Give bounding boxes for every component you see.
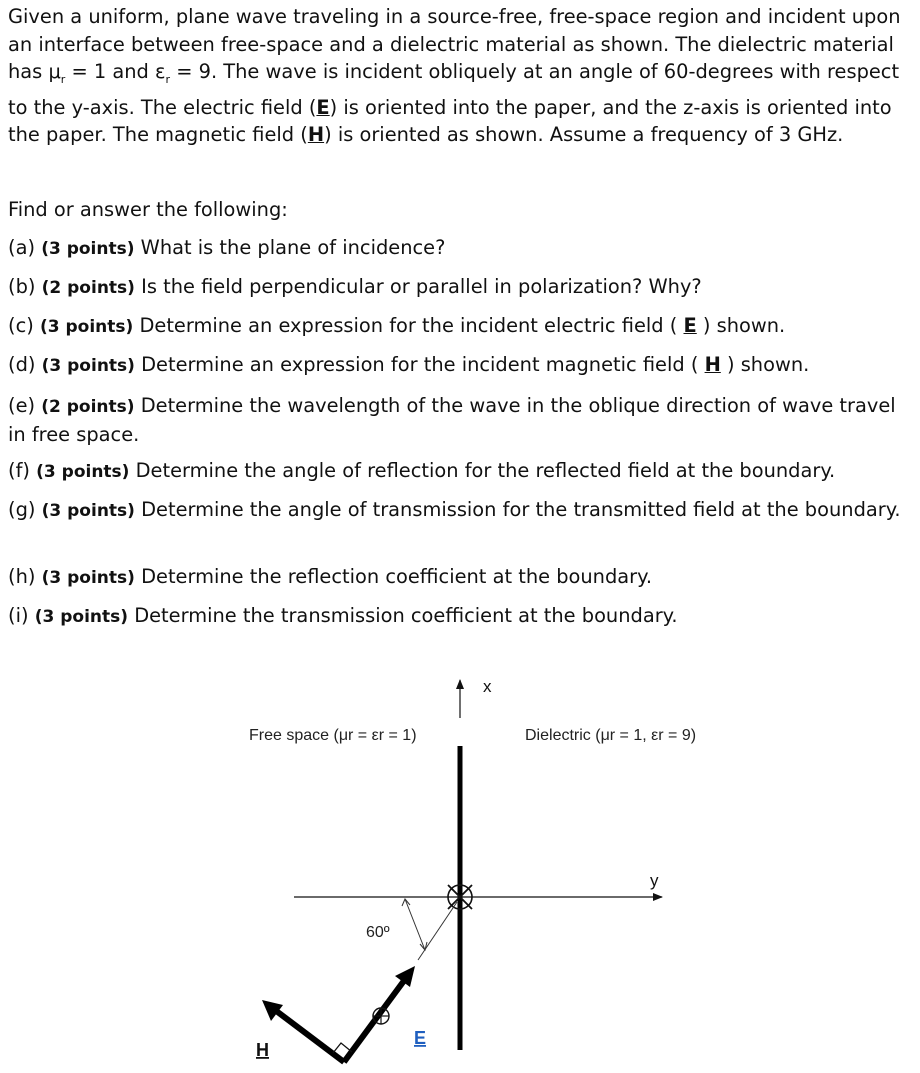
question-h: (h) (3 points) Determine the reflection coefficient at the boundary. xyxy=(8,565,652,588)
question-g: (g) (3 points) Determine the angle of transmission for the transmitted field at the boundary. xyxy=(8,498,901,521)
angle-indicator xyxy=(405,899,425,950)
e-label: E xyxy=(414,1028,427,1048)
question-a: (a) (3 points) What is the plane of incidence? xyxy=(8,236,446,259)
dielectric-label: Dielectric (μr = 1, εr = 9) xyxy=(525,727,697,744)
h-field-arrow xyxy=(275,1010,344,1062)
question-i: (i) (3 points) Determine the transmission coefficient at the boundary. xyxy=(8,604,678,627)
question-f: (f) (3 points) Determine the angle of reflection for the reflected field at the boundary. xyxy=(8,459,836,482)
question-e: (e) (2 points) Determine the wavelength of the wave in the oblique direction of wave travel in free space. xyxy=(8,394,896,446)
wave-diagram xyxy=(0,650,920,1073)
question-b: (b) (2 points) Is the field perpendicular or parallel in polarization? Why? xyxy=(8,275,702,298)
h-field-symbol: H xyxy=(307,123,325,147)
h-label: H xyxy=(256,1040,269,1060)
x-axis-label: x xyxy=(483,677,492,696)
propagation-arrow xyxy=(344,978,406,1062)
question-d: (d) (3 points) Determine an expression for the incident magnetic field ( H ) shown. xyxy=(8,353,810,376)
question-c: (c) (3 points) Determine an expression for the incident electric field ( E ) shown. xyxy=(8,314,786,337)
find-label: Find or answer the following: xyxy=(8,198,288,221)
e-field-symbol: E xyxy=(316,95,330,119)
angle-label: 60º xyxy=(366,924,390,941)
problem-statement: Given a uniform, plane wave traveling in a source-free, free-space region and incident upon an interface between free-space and a dielectric material as shown. The dielectric material has $\mu_r = 1$ and $\varepsilon_r = 9$. The wave is incident obliquely at an angle of 60-degrees with respect to the y-axis. The electric field (E) is oriented into the paper, and the z-axis is oriented into the paper. The magnetic field (H) is oriented as shown. Assume a frequency of 3 GHz. xyxy=(8,5,901,147)
y-axis-label: y xyxy=(650,871,659,890)
free-space-label: Free space (μr = εr = 1) xyxy=(249,727,417,744)
incident-ray xyxy=(418,902,457,960)
e-into-paper-symbol xyxy=(373,1008,389,1024)
